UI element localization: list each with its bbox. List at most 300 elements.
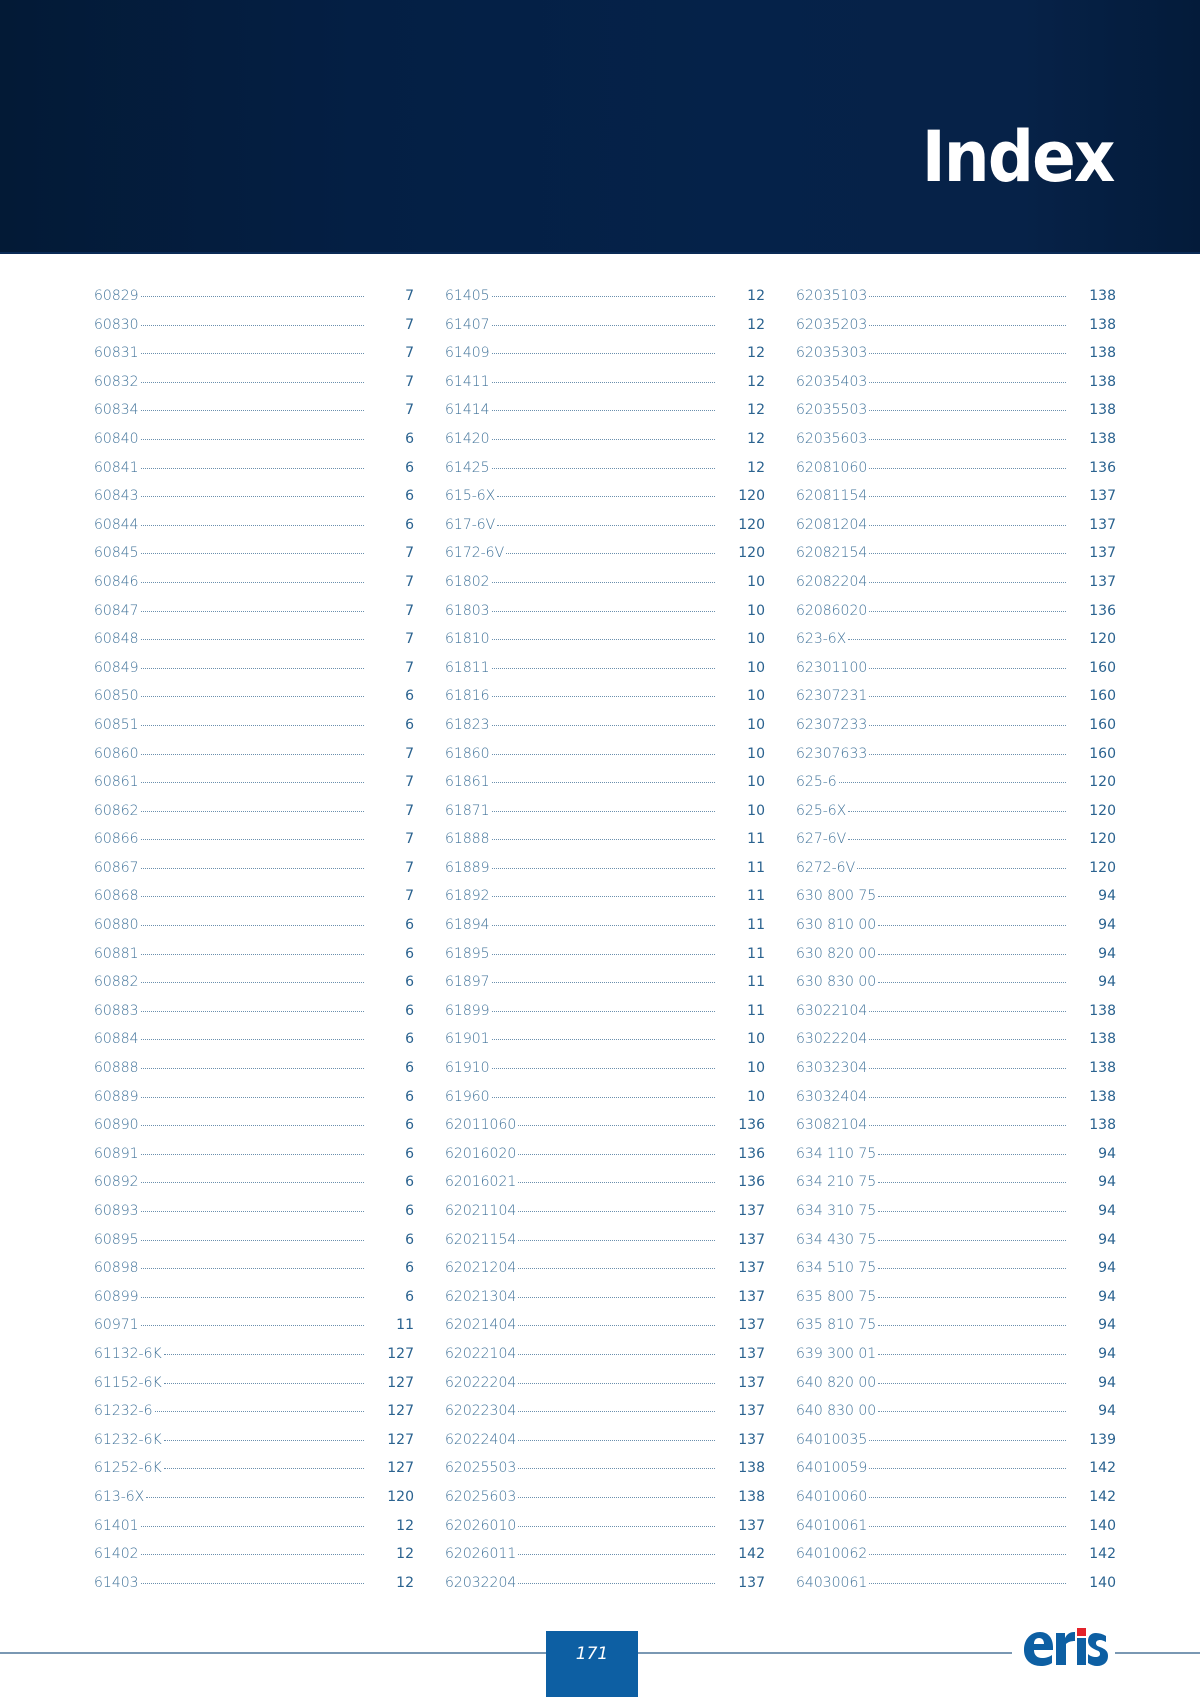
index-entry-page: 137 [738,1203,765,1219]
index-entry [94,374,414,403]
index-entry [445,460,765,489]
dot-leader [492,468,715,469]
index-entry [445,1518,765,1547]
dot-leader [141,954,364,955]
dot-leader [141,1526,364,1527]
dot-leader [869,1125,1066,1126]
index-entry-code: 62035503 [796,402,868,419]
index-entry-page: 137 [1089,545,1116,562]
index-entry-page: 160 [1089,659,1116,676]
dot-leader [141,1097,364,1098]
index-entry-page: 142 [1089,1546,1116,1563]
page-header [0,0,1200,254]
index-entry-page: 7 [405,745,414,762]
index-entry-page: 136 [738,1174,765,1191]
index-entry-code: 61232-6K [94,1431,162,1448]
dot-leader [141,611,364,612]
index-entry [796,1346,1116,1375]
dot-leader [869,1011,1066,1012]
index-entry [94,1317,414,1346]
dot-leader [869,1583,1066,1584]
index-entry-page: 142 [1089,1488,1116,1505]
index-entry-code: 60890 [94,1117,139,1134]
index-entry-page: 94 [1098,1231,1116,1248]
dot-leader [869,439,1066,440]
index-entry [796,917,1116,946]
dot-leader [141,1297,364,1298]
index-entry [94,660,414,689]
dot-leader [141,811,364,812]
dot-leader [518,1182,715,1183]
index-entry-page: 6 [405,1203,414,1219]
dot-leader [878,1411,1066,1412]
index-entry-code: 60898 [94,1260,139,1277]
dot-leader [164,1468,364,1469]
index-entry-code: 62021304 [445,1288,517,1305]
index-entry-page: 120 [738,516,765,533]
index-entry-code: 62082204 [796,573,868,590]
index-entry [796,488,1116,517]
index-entry [796,888,1116,917]
dot-leader [141,639,364,640]
dot-leader [518,1440,715,1441]
index-entry-page: 7 [405,288,414,304]
index-entry [94,1060,414,1089]
eris-logo-icon [1022,1628,1108,1668]
index-entry-code: 62035303 [796,345,868,362]
dot-leader [869,1554,1066,1555]
footer-rule-right [1115,1652,1200,1654]
index-entry-page: 94 [1098,1260,1116,1277]
index-entry-code: 62032204 [445,1574,517,1591]
index-entry-page: 127 [387,1431,414,1448]
index-entry-code: 627-6V [796,831,847,848]
index-entry-page: 7 [405,373,414,390]
index-entry [94,545,414,574]
dot-leader [492,1097,715,1098]
index-entry-page: 137 [738,1574,765,1591]
index-entry-code: 61889 [445,859,490,876]
index-entry [796,1289,1116,1318]
index-entry-code: 60893 [94,1203,139,1219]
index-entry-page: 140 [1089,1517,1116,1534]
index-entry-page: 142 [1089,1460,1116,1477]
dot-leader [878,1154,1066,1155]
index-entry [796,717,1116,746]
dot-leader [141,1154,364,1155]
dot-leader [492,982,715,983]
dot-leader [492,639,715,640]
index-entry-code: 634 310 75 [796,1203,877,1219]
index-entry-code: 61803 [445,602,490,619]
index-entry [796,688,1116,717]
index-entry-code: 61232-6 [94,1403,153,1420]
index-entry-page: 11 [747,859,765,876]
index-entry-code: 60847 [94,602,139,619]
index-entry [94,1260,414,1289]
index-entry-page: 6 [405,1231,414,1248]
index-entry [796,860,1116,889]
dot-leader [164,1440,364,1441]
index-entry [445,774,765,803]
index-entry-page: 138 [1089,1060,1116,1077]
index-entry-code: 6272-6V [796,859,856,876]
index-entry [796,746,1116,775]
index-entry-code: 634 510 75 [796,1260,877,1277]
index-entry-code: 630 820 00 [796,945,877,962]
dot-leader [164,1383,364,1384]
index-entry-code: 60892 [94,1174,139,1191]
index-entry-page: 6 [405,688,414,705]
index-entry [94,1432,414,1461]
index-entry [796,1060,1116,1089]
index-entry-code: 60889 [94,1088,139,1105]
index-entry [445,746,765,775]
index-entry [445,1375,765,1404]
index-entry-code: 62086020 [796,602,868,619]
index-entry [796,288,1116,317]
index-entry [796,1232,1116,1261]
index-entry-code: 635 800 75 [796,1288,877,1305]
dot-leader [141,725,364,726]
index-entry-page: 6 [405,974,414,991]
dot-leader [497,496,715,497]
index-entry [796,1575,1116,1604]
page-number [546,1631,638,1697]
index-entry [94,688,414,717]
index-entry [796,631,1116,660]
dot-leader [492,839,715,840]
index-entry-code: 62081060 [796,459,868,476]
index-entry [796,517,1116,546]
index-entry [94,603,414,632]
index-entry [796,460,1116,489]
dot-leader [141,868,364,869]
index-entry-code: 60899 [94,1288,139,1305]
dot-leader [141,1125,364,1126]
index-entry-code: 60880 [94,917,139,934]
dot-leader [878,1182,1066,1183]
index-entry [94,1003,414,1032]
index-entry-code: 61409 [445,345,490,362]
dot-leader [869,296,1066,297]
index-entry-page: 12 [747,288,765,304]
index-entry-code: 62021104 [445,1203,517,1219]
index-entry [796,1260,1116,1289]
index-entry-page: 10 [747,802,765,819]
index-entry-code: 61411 [445,373,490,390]
index-entry [94,1117,414,1146]
page-number-label: 171 [575,1644,609,1664]
dot-leader [518,1468,715,1469]
dot-leader [506,553,715,554]
dot-leader [141,1325,364,1326]
index-entry [445,1289,765,1318]
index-entry [94,631,414,660]
index-entry-page: 94 [1098,1403,1116,1420]
index-entry-page: 94 [1098,888,1116,905]
index-entry [94,1031,414,1060]
index-entry-page: 10 [747,716,765,733]
index-entry-code: 61810 [445,631,490,648]
dot-leader [492,896,715,897]
index-entry [445,946,765,975]
index-entry-page: 7 [405,316,414,333]
index-entry-page: 6 [405,1031,414,1048]
index-entry-page: 6 [405,1060,414,1077]
index-entry [445,1403,765,1432]
index-entry-code: 625-6 [796,774,837,791]
dot-leader [869,611,1066,612]
index-entry-code: 62022304 [445,1403,517,1420]
index-entry [94,860,414,889]
index-entry [94,1146,414,1175]
dot-leader [492,439,715,440]
dot-leader [878,1325,1066,1326]
index-entry [445,431,765,460]
index-entry-page: 136 [738,1117,765,1134]
index-entry-code: 6172-6V [445,545,505,562]
index-entry [796,1174,1116,1203]
index-entry [796,774,1116,803]
index-entry [445,1117,765,1146]
index-entry-page: 6 [405,945,414,962]
dot-leader [141,1583,364,1584]
index-entry-page: 6 [405,1117,414,1134]
dot-leader [141,896,364,897]
index-entry-code: 615-6X [445,488,496,505]
index-entry [796,1432,1116,1461]
index-entry-page: 137 [738,1260,765,1277]
index-entry [94,574,414,603]
index-entry [796,1403,1116,1432]
dot-leader [492,1068,715,1069]
dot-leader [869,553,1066,554]
index-entry-code: 61405 [445,288,490,304]
index-entry-page: 94 [1098,1145,1116,1162]
index-entry-code: 64010060 [796,1488,868,1505]
index-entry-code: 62307231 [796,688,868,705]
dot-leader [869,525,1066,526]
index-entry [445,574,765,603]
index-entry-code: 62301100 [796,659,868,676]
index-entry-code: 61402 [94,1546,139,1563]
index-entry [796,974,1116,1003]
index-entry-page: 137 [1089,573,1116,590]
index-entry-code: 61811 [445,659,490,676]
index-entry-page: 7 [405,831,414,848]
dot-leader [492,325,715,326]
index-entry-code: 64010059 [796,1460,868,1477]
index-entry-page: 11 [747,974,765,991]
index-entry-code: 62025503 [445,1460,517,1477]
index-entry-page: 137 [1089,516,1116,533]
dot-leader [141,1240,364,1241]
index-entry-page: 6 [405,1145,414,1162]
index-entry-page: 137 [738,1231,765,1248]
dot-leader [518,1383,715,1384]
dot-leader [869,496,1066,497]
index-entry-code: 60971 [94,1317,139,1334]
index-entry-code: 62081154 [796,488,868,505]
index-entry-code: 63022204 [796,1031,868,1048]
index-entry-page: 12 [396,1546,414,1563]
index-entry-code: 61892 [445,888,490,905]
dot-leader [141,982,364,983]
index-entry-page: 6 [405,1002,414,1019]
index-entry-page: 120 [738,545,765,562]
index-entry-page: 137 [1089,488,1116,505]
index-entry [94,1375,414,1404]
index-entry-code: 60849 [94,659,139,676]
index-entry [94,1174,414,1203]
index-entry-page: 7 [405,659,414,676]
index-column-2 [445,288,765,1603]
index-entry-code: 61403 [94,1574,139,1591]
index-entry [445,517,765,546]
index-entry-code: 61252-6K [94,1460,162,1477]
index-entry [94,717,414,746]
index-entry-code: 61401 [94,1517,139,1534]
index-entry [796,1117,1116,1146]
index-entry-code: 61802 [445,573,490,590]
index-entry-page: 136 [1089,602,1116,619]
dot-leader [492,868,715,869]
dot-leader [869,754,1066,755]
dot-leader [141,782,364,783]
index-entry [445,631,765,660]
index-entry-page: 10 [747,631,765,648]
dot-leader [141,839,364,840]
index-entry-code: 62021154 [445,1231,517,1248]
index-entry [445,860,765,889]
dot-leader [869,353,1066,354]
index-entry-page: 7 [405,631,414,648]
index-entry [94,917,414,946]
index-entry [94,774,414,803]
index-entry-code: 61960 [445,1088,490,1105]
dot-leader [518,1325,715,1326]
dot-leader [141,754,364,755]
dot-leader [878,1268,1066,1269]
index-entry [445,1174,765,1203]
index-entry-code: 61888 [445,831,490,848]
footer-rule-left [0,1652,546,1654]
index-entry-page: 10 [747,774,765,791]
dot-leader [141,496,364,497]
dot-leader [518,1554,715,1555]
dot-leader [141,553,364,554]
dot-leader [492,811,715,812]
dot-leader [869,668,1066,669]
index-entry-code: 60831 [94,345,139,362]
dot-leader [492,925,715,926]
index-entry-page: 6 [405,1260,414,1277]
index-entry-code: 62016021 [445,1174,517,1191]
index-entry-code: 62011060 [445,1117,517,1134]
index-entry [94,317,414,346]
index-entry-code: 61132-6K [94,1345,162,1362]
index-entry-code: 62025603 [445,1488,517,1505]
dot-leader [518,1211,715,1212]
index-entry-code: 61425 [445,459,490,476]
index-entry [94,1518,414,1547]
dot-leader [518,1240,715,1241]
dot-leader [492,754,715,755]
index-entry-page: 142 [738,1546,765,1563]
index-entry [94,488,414,517]
index-entry-page: 6 [405,917,414,934]
dot-leader [492,1039,715,1040]
index-entry-code: 62026011 [445,1546,517,1563]
index-entry-code: 63022104 [796,1002,868,1019]
dot-leader [878,896,1066,897]
index-entry-code: 64030061 [796,1574,868,1591]
index-entry-code: 61407 [445,316,490,333]
index-entry-page: 6 [405,716,414,733]
index-entry-page: 127 [387,1374,414,1391]
page-title: Index [922,116,1114,198]
index-entry [94,803,414,832]
index-entry [445,345,765,374]
index-entry-code: 60848 [94,631,139,648]
index-entry-code: 63032304 [796,1060,868,1077]
index-entry-code: 60881 [94,945,139,962]
index-entry-code: 60843 [94,488,139,505]
index-entry-page: 120 [387,1488,414,1505]
index-entry-page: 120 [1089,631,1116,648]
index-entry-code: 60862 [94,802,139,819]
index-entry [445,917,765,946]
index-entry-code: 617-6V [445,516,496,533]
dot-leader [155,1411,364,1412]
index-entry [445,974,765,1003]
dot-leader [518,1297,715,1298]
index-entry [445,1317,765,1346]
dot-leader [518,1497,715,1498]
dot-leader [141,1068,364,1069]
dot-leader [878,1211,1066,1212]
index-entry [796,345,1116,374]
index-entry-code: 61816 [445,688,490,705]
dot-leader [869,325,1066,326]
index-entry-code: 60895 [94,1231,139,1248]
index-entry [796,545,1116,574]
index-entry [445,688,765,717]
dot-leader [869,468,1066,469]
index-entry [796,574,1116,603]
dot-leader [878,1297,1066,1298]
dot-leader [869,1440,1066,1441]
index-entry [94,974,414,1003]
index-entry-code: 60883 [94,1002,139,1019]
index-entry-page: 12 [396,1517,414,1534]
dot-leader [141,1211,364,1212]
index-entry-page: 10 [747,1060,765,1077]
index-entry-page: 10 [747,602,765,619]
index-entry [796,1375,1116,1404]
index-entry-page: 12 [747,402,765,419]
index-entry [445,1489,765,1518]
index-entry [445,1346,765,1375]
index-entry [796,317,1116,346]
index-entry-code: 60834 [94,402,139,419]
index-entry-code: 60882 [94,974,139,991]
index-column-3 [796,288,1116,1603]
index-entry [94,460,414,489]
index-entry-code: 60851 [94,716,139,733]
index-entry-code: 60866 [94,831,139,848]
